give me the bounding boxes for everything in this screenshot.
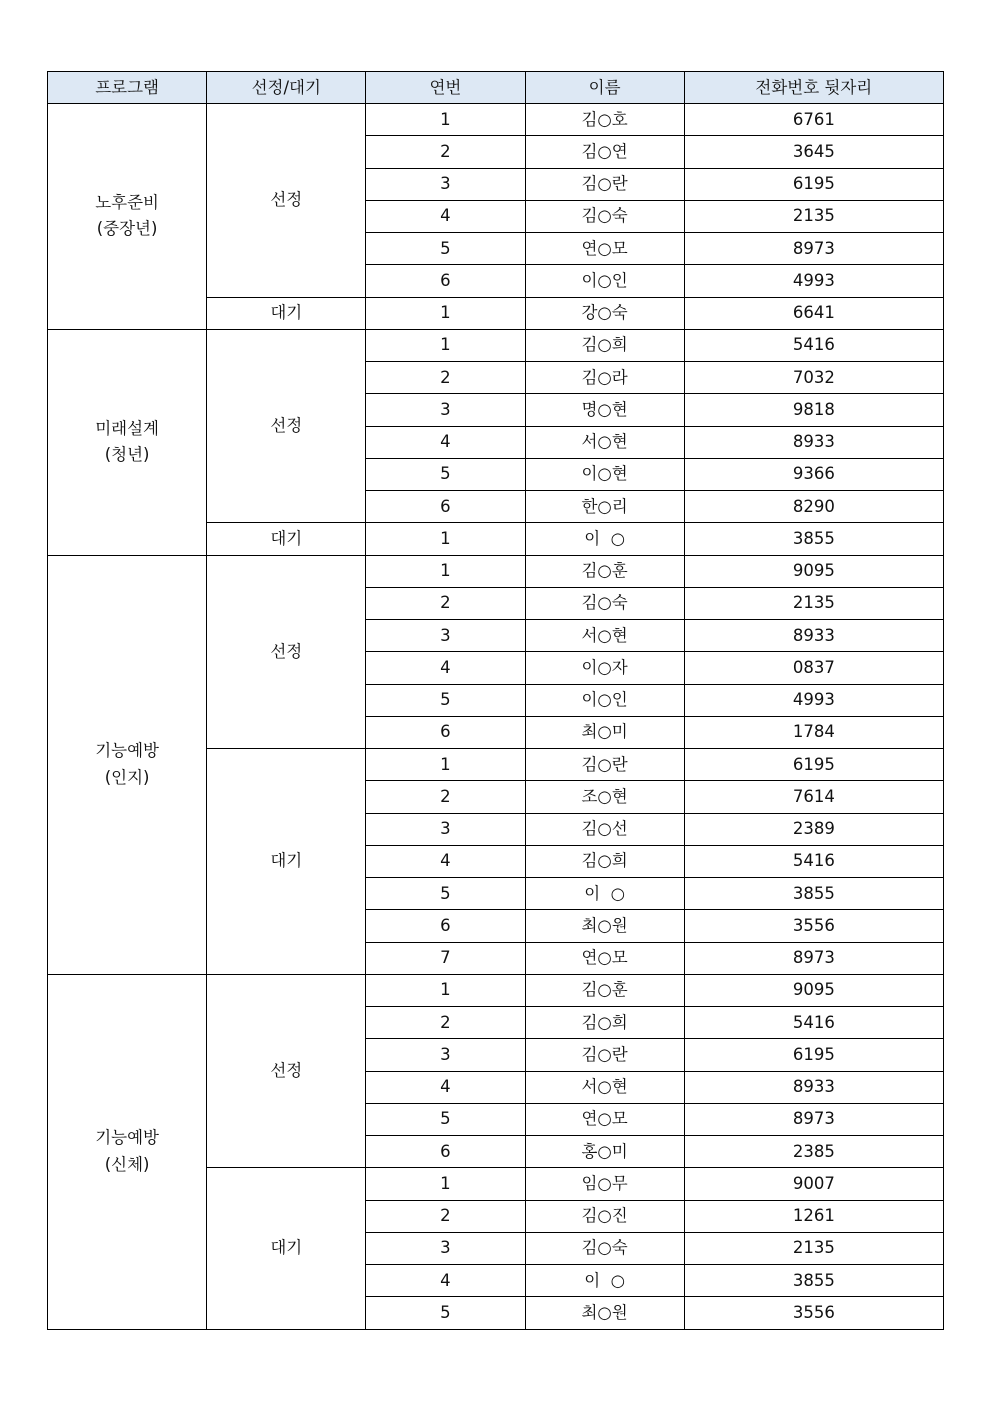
phone-cell: 3556 xyxy=(684,1297,943,1329)
phone-cell: 6195 xyxy=(684,749,943,781)
number-cell: 1 xyxy=(366,329,525,361)
name-cell: 김○희 xyxy=(525,1007,684,1039)
header-name: 이름 xyxy=(525,72,684,104)
table-row xyxy=(48,974,944,1006)
number-cell: 3 xyxy=(366,620,525,652)
phone-cell: 5416 xyxy=(684,329,943,361)
name-cell: 연○모 xyxy=(525,233,684,265)
phone-cell: 1261 xyxy=(684,1200,943,1232)
name-cell: 서○현 xyxy=(525,1071,684,1103)
name-cell: 최○미 xyxy=(525,716,684,748)
phone-cell: 9095 xyxy=(684,555,943,587)
program-cell xyxy=(48,329,207,555)
name-cell: 김○숙 xyxy=(525,1232,684,1264)
name-cell: 김○연 xyxy=(525,136,684,168)
number-cell: 5 xyxy=(366,878,525,910)
name-cell: 이○인 xyxy=(525,684,684,716)
phone-cell: 0837 xyxy=(684,652,943,684)
name-cell: 김○호 xyxy=(525,104,684,136)
status-cell: 선정 xyxy=(207,974,366,1168)
program-cell xyxy=(48,104,207,330)
selection-table xyxy=(47,71,944,1330)
table-row xyxy=(48,555,944,587)
name-cell: 김○희 xyxy=(525,329,684,361)
name-cell: 김○진 xyxy=(525,1200,684,1232)
program-name: 노후준비 xyxy=(95,192,159,212)
table-row xyxy=(48,329,944,361)
number-cell: 3 xyxy=(366,394,525,426)
number-cell: 4 xyxy=(366,1071,525,1103)
status-cell: 선정 xyxy=(207,555,366,749)
number-cell: 5 xyxy=(366,233,525,265)
number-cell: 3 xyxy=(366,813,525,845)
number-cell: 1 xyxy=(366,749,525,781)
number-cell: 4 xyxy=(366,652,525,684)
number-cell: 4 xyxy=(366,200,525,232)
phone-cell: 6641 xyxy=(684,297,943,329)
status-cell: 선정 xyxy=(207,329,366,523)
name-cell: 명○현 xyxy=(525,394,684,426)
phone-cell: 3556 xyxy=(684,910,943,942)
number-cell: 4 xyxy=(366,845,525,877)
name-cell: 서○현 xyxy=(525,620,684,652)
program-name: 미래설계 xyxy=(95,418,159,438)
phone-cell: 8973 xyxy=(684,942,943,974)
program-target: (청년) xyxy=(104,445,150,465)
phone-cell: 5416 xyxy=(684,1007,943,1039)
number-cell: 2 xyxy=(366,781,525,813)
number-cell: 4 xyxy=(366,426,525,458)
name-cell: 이 ○ xyxy=(525,1265,684,1297)
program-target: (인지) xyxy=(104,767,150,787)
number-cell: 1 xyxy=(366,523,525,555)
status-cell: 대기 xyxy=(207,297,366,329)
phone-cell: 1784 xyxy=(684,716,943,748)
program-cell xyxy=(48,974,207,1329)
phone-cell: 2135 xyxy=(684,1232,943,1264)
phone-cell: 5416 xyxy=(684,845,943,877)
name-cell: 연○모 xyxy=(525,1103,684,1135)
phone-cell: 6761 xyxy=(684,104,943,136)
program-target: (중장년) xyxy=(96,219,158,239)
number-cell: 1 xyxy=(366,974,525,1006)
number-cell: 3 xyxy=(366,1232,525,1264)
name-cell: 김○숙 xyxy=(525,587,684,619)
phone-cell: 8290 xyxy=(684,491,943,523)
header-number: 연번 xyxy=(366,72,525,104)
program-name: 기능예방 xyxy=(95,1128,159,1148)
number-cell: 5 xyxy=(366,1297,525,1329)
phone-cell: 2385 xyxy=(684,1136,943,1168)
number-cell: 2 xyxy=(366,1007,525,1039)
header-status: 선정/대기 xyxy=(207,72,366,104)
name-cell: 최○원 xyxy=(525,1297,684,1329)
phone-cell: 6195 xyxy=(684,1039,943,1071)
name-cell: 김○훈 xyxy=(525,974,684,1006)
phone-cell: 9095 xyxy=(684,974,943,1006)
phone-cell: 9366 xyxy=(684,458,943,490)
phone-cell: 3855 xyxy=(684,523,943,555)
header-program: 프로그램 xyxy=(48,72,207,104)
number-cell: 1 xyxy=(366,297,525,329)
name-cell: 서○현 xyxy=(525,426,684,458)
table-body xyxy=(48,104,944,1330)
phone-cell: 3855 xyxy=(684,878,943,910)
name-cell: 최○원 xyxy=(525,910,684,942)
phone-cell: 8933 xyxy=(684,620,943,652)
name-cell: 이○자 xyxy=(525,652,684,684)
status-cell: 대기 xyxy=(207,1168,366,1329)
phone-cell: 3645 xyxy=(684,136,943,168)
number-cell: 5 xyxy=(366,1103,525,1135)
number-cell: 5 xyxy=(366,684,525,716)
phone-cell: 2389 xyxy=(684,813,943,845)
number-cell: 7 xyxy=(366,942,525,974)
name-cell: 연○모 xyxy=(525,942,684,974)
number-cell: 4 xyxy=(366,1265,525,1297)
name-cell: 김○란 xyxy=(525,168,684,200)
number-cell: 2 xyxy=(366,362,525,394)
header-row xyxy=(48,72,944,104)
name-cell: 이○현 xyxy=(525,458,684,490)
phone-cell: 9007 xyxy=(684,1168,943,1200)
name-cell: 임○무 xyxy=(525,1168,684,1200)
number-cell: 6 xyxy=(366,491,525,523)
name-cell: 강○숙 xyxy=(525,297,684,329)
phone-cell: 9818 xyxy=(684,394,943,426)
number-cell: 6 xyxy=(366,716,525,748)
phone-cell: 2135 xyxy=(684,200,943,232)
number-cell: 6 xyxy=(366,910,525,942)
program-target: (신체) xyxy=(104,1154,150,1174)
phone-cell: 7614 xyxy=(684,781,943,813)
number-cell: 6 xyxy=(366,265,525,297)
name-cell: 이 ○ xyxy=(525,523,684,555)
name-cell: 이○인 xyxy=(525,265,684,297)
name-cell: 김○희 xyxy=(525,845,684,877)
status-cell: 선정 xyxy=(207,104,366,298)
name-cell: 김○훈 xyxy=(525,555,684,587)
number-cell: 1 xyxy=(366,555,525,587)
name-cell: 김○선 xyxy=(525,813,684,845)
phone-cell: 4993 xyxy=(684,265,943,297)
name-cell: 김○란 xyxy=(525,749,684,781)
table-row xyxy=(48,104,944,136)
header-phone: 전화번호 뒷자리 xyxy=(684,72,943,104)
number-cell: 2 xyxy=(366,136,525,168)
number-cell: 2 xyxy=(366,1200,525,1232)
status-cell: 대기 xyxy=(207,523,366,555)
phone-cell: 8933 xyxy=(684,1071,943,1103)
name-cell: 홍○미 xyxy=(525,1136,684,1168)
name-cell: 김○라 xyxy=(525,362,684,394)
name-cell: 김○숙 xyxy=(525,200,684,232)
name-cell: 김○란 xyxy=(525,1039,684,1071)
number-cell: 1 xyxy=(366,1168,525,1200)
name-cell: 이 ○ xyxy=(525,878,684,910)
number-cell: 3 xyxy=(366,1039,525,1071)
number-cell: 5 xyxy=(366,458,525,490)
name-cell: 한○리 xyxy=(525,491,684,523)
phone-cell: 6195 xyxy=(684,168,943,200)
number-cell: 2 xyxy=(366,587,525,619)
program-cell xyxy=(48,555,207,974)
status-cell: 대기 xyxy=(207,749,366,975)
phone-cell: 3855 xyxy=(684,1265,943,1297)
number-cell: 1 xyxy=(366,104,525,136)
phone-cell: 2135 xyxy=(684,587,943,619)
phone-cell: 8973 xyxy=(684,233,943,265)
phone-cell: 8973 xyxy=(684,1103,943,1135)
program-name: 기능예방 xyxy=(95,741,159,761)
phone-cell: 8933 xyxy=(684,426,943,458)
phone-cell: 7032 xyxy=(684,362,943,394)
number-cell: 6 xyxy=(366,1136,525,1168)
phone-cell: 4993 xyxy=(684,684,943,716)
number-cell: 3 xyxy=(366,168,525,200)
name-cell: 조○현 xyxy=(525,781,684,813)
